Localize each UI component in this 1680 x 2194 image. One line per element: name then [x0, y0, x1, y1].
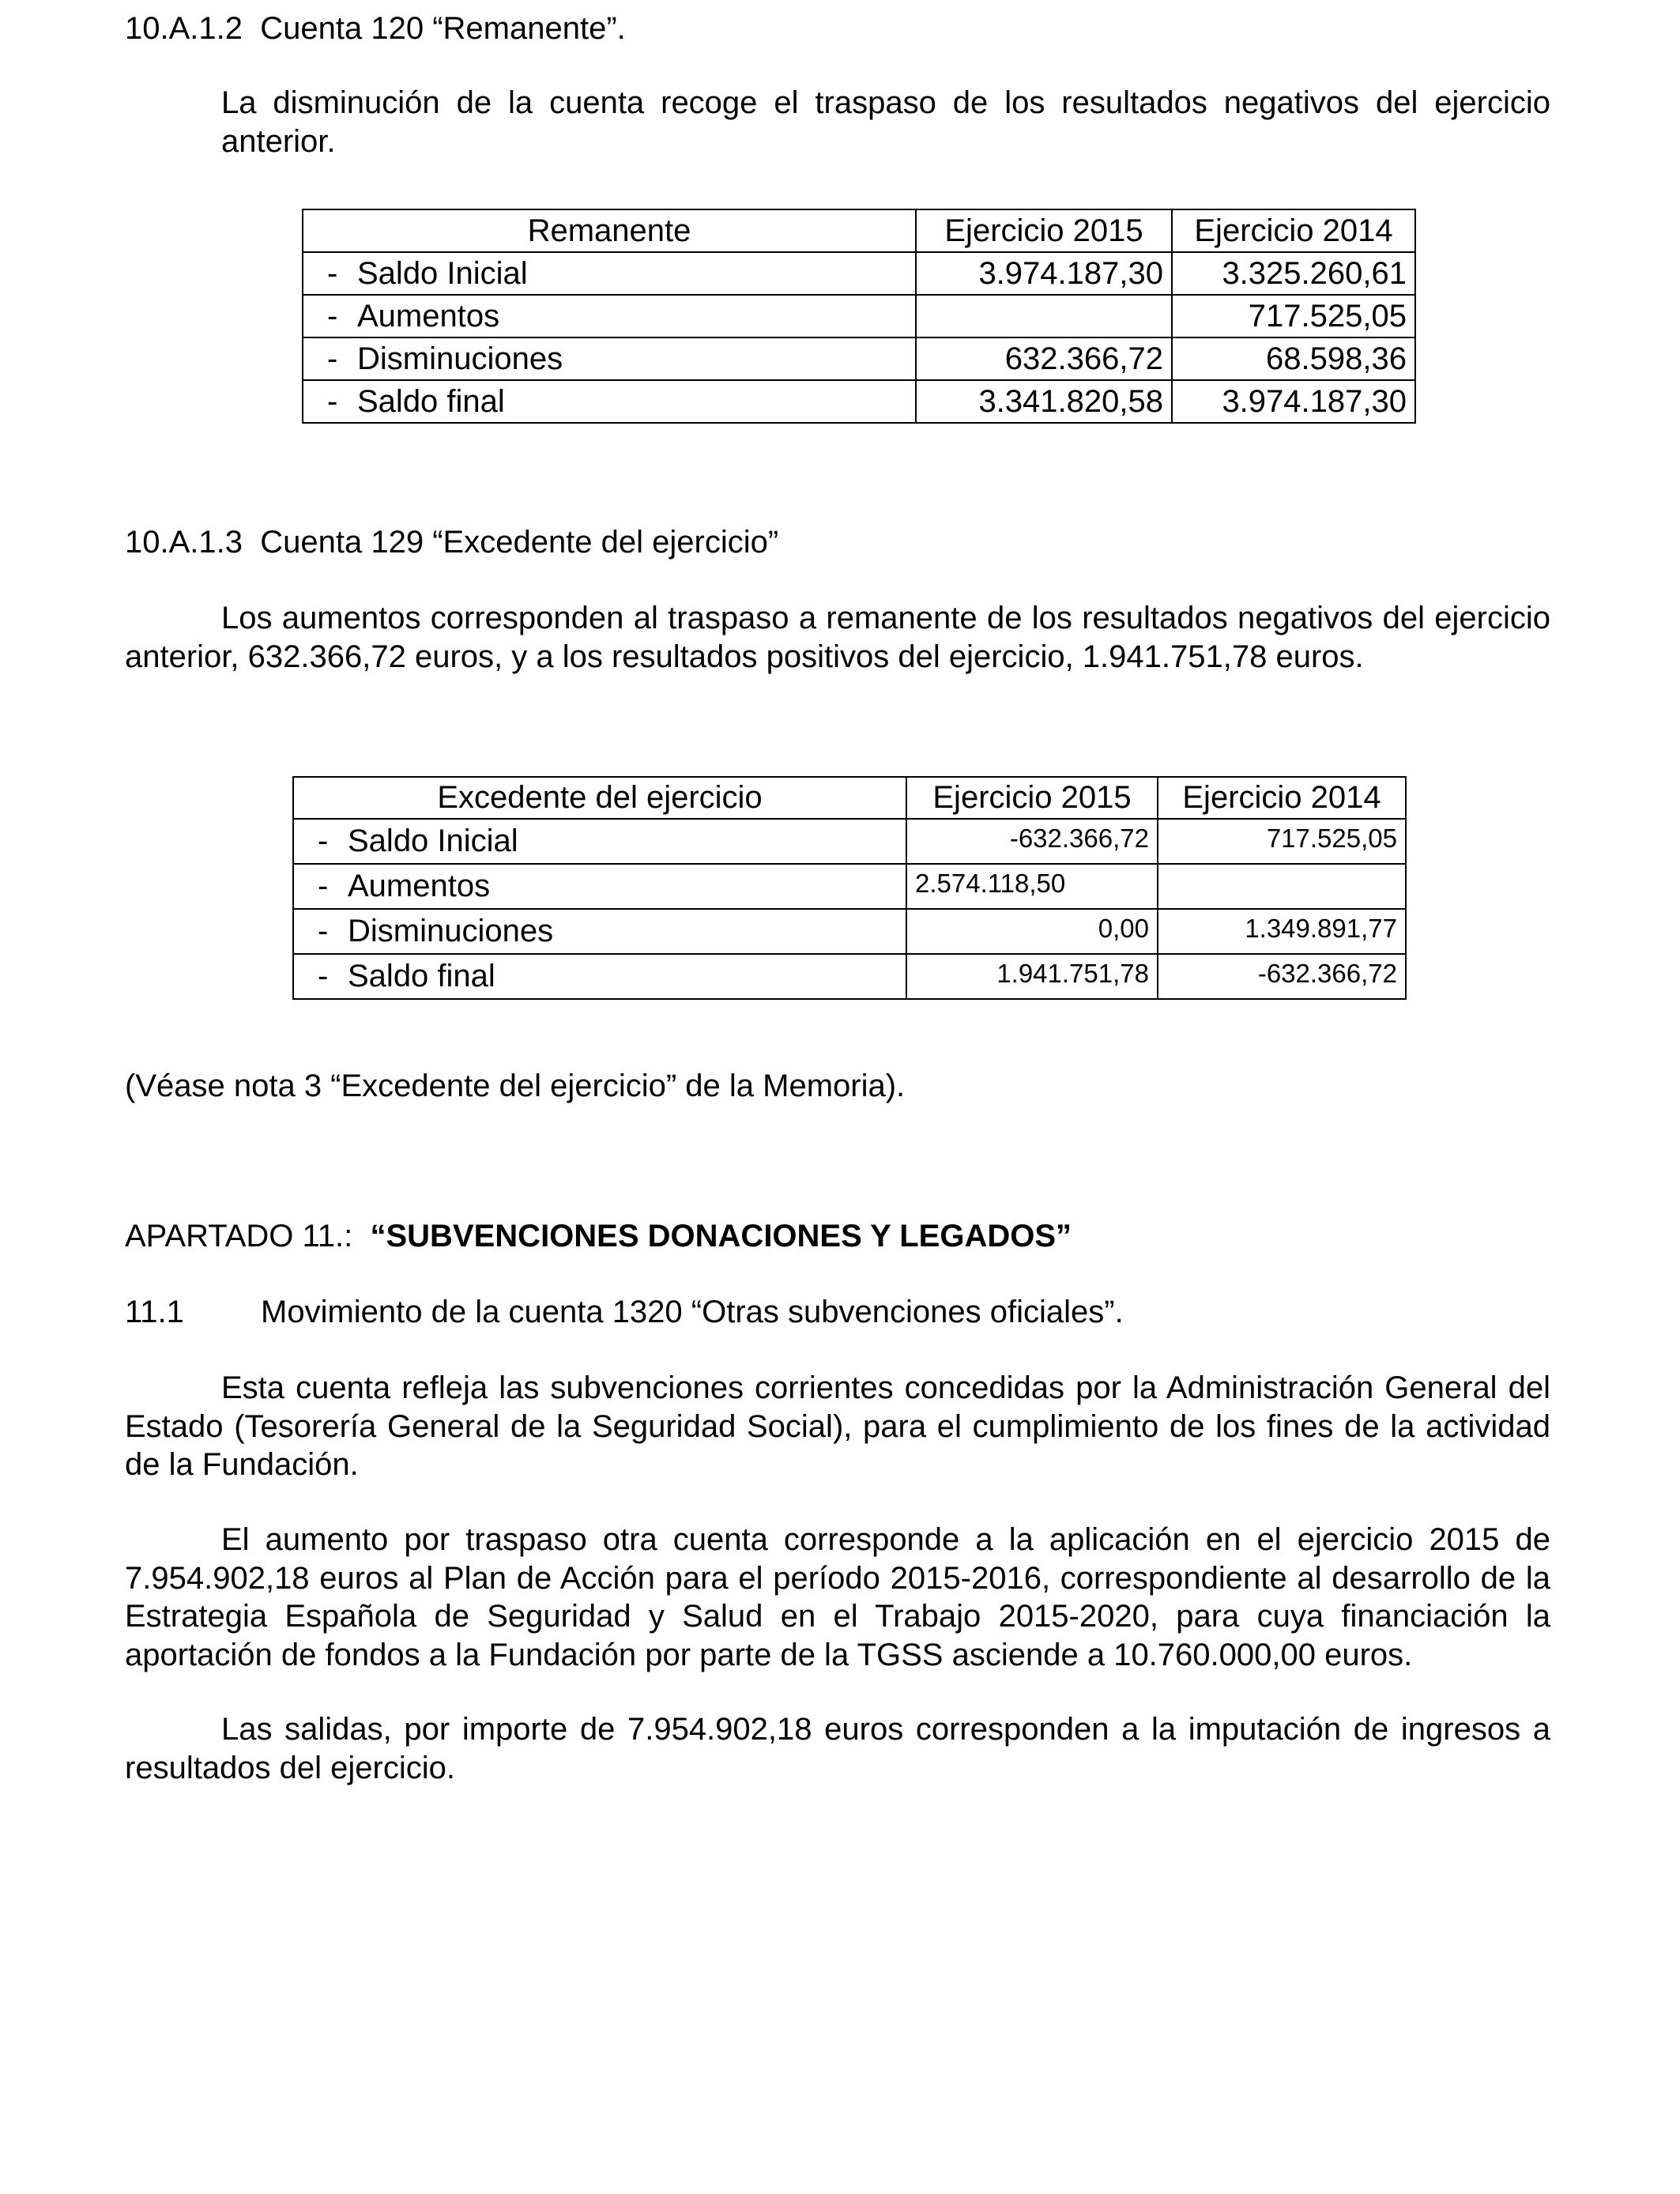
section-heading-10-a-1-3: [125, 523, 778, 561]
table-row: [303, 380, 1415, 423]
table-row: [303, 252, 1415, 295]
list-dash: -: [327, 384, 338, 419]
value-2014: 717.525,05: [1172, 295, 1415, 337]
value-2015: 0,00: [906, 909, 1158, 954]
row-label: Aumentos: [357, 299, 500, 334]
value-2014: -632.366,72: [1158, 954, 1406, 999]
paragraph-subvenciones-3: Las salidas, por importe de 7.954.902,18 euros corresponden a la imputación de ingresos a resultados del ejercicio.: [125, 1712, 1550, 1785]
apartado-prefix: APARTADO 11.:: [125, 1219, 353, 1253]
row-label: Disminuciones: [357, 341, 563, 376]
apartado-title: “SUBVENCIONES DONACIONES Y LEGADOS”: [370, 1219, 1072, 1253]
paragraph-remanente: La disminución de la cuenta recoge el traspaso de los resultados negativos del ejercicio anterior.: [221, 85, 1550, 159]
row-label-cell: [293, 954, 906, 999]
table-header-cell: Remanente: [303, 209, 916, 252]
row-label-cell: [293, 819, 906, 864]
table-header-row: [303, 209, 1415, 252]
row-label: Saldo Inicial: [357, 256, 528, 291]
value-2015: 632.366,72: [916, 337, 1172, 380]
row-label-cell: [293, 864, 906, 909]
value-2014: 3.325.260,61: [1172, 252, 1415, 295]
table-row: [293, 909, 1406, 954]
table-header-cell: Ejercicio 2014: [1172, 209, 1415, 252]
row-label: Saldo final: [348, 959, 495, 993]
list-dash: -: [327, 256, 338, 291]
table-header-cell: Excedente del ejercicio: [293, 777, 906, 819]
paragraph-subvenciones-1: Esta cuenta refleja las subvenciones corrientes concedidas por la Administración General del Estado (Tesorería General de la Seguridad Social), para el cumplimiento de los fines de la actividad de la Fundación.: [125, 1370, 1550, 1482]
table-header-cell: Ejercicio 2015: [916, 209, 1172, 252]
section-title: Cuenta 129 “Excedente del ejercicio”: [260, 525, 779, 560]
table-header-cell: Ejercicio 2014: [1158, 777, 1406, 819]
section-number: 10.A.1.2: [125, 11, 243, 46]
list-dash: -: [318, 914, 329, 948]
row-label-cell: [303, 252, 916, 295]
table-header-row: [293, 777, 1406, 819]
value-2014: 3.974.187,30: [1172, 380, 1415, 423]
row-label-cell: [293, 909, 906, 954]
row-label-cell: [303, 337, 916, 380]
memoria-note: (Véase nota 3 “Excedente del ejercicio” de la Memoria).: [125, 1069, 906, 1103]
table-row: [303, 337, 1415, 380]
section-heading-10-a-1-2: [125, 9, 626, 47]
section-title: Cuenta 120 “Remanente”.: [260, 11, 626, 46]
subsection-title-11-1: Movimiento de la cuenta 1320 “Otras subvenciones oficiales”.: [261, 1295, 1124, 1329]
row-label: Saldo final: [357, 384, 505, 419]
value-2015: 3.341.820,58: [916, 380, 1172, 423]
table-row: [293, 954, 1406, 999]
paragraph-subvenciones-2: El aumento por traspaso otra cuenta corresponde a la aplicación en el ejercicio 2015 de 7.954.902,18 euros al Plan de Acción para el período 2015-2016, correspondiente al desarrollo de la Estrategia Española de Seguridad y Salud en el Trabajo 2015-2020, para cuya financiación la aportación de fondos a la Fundación por parte de la TGSS asciende a 10.760.000,00 euros.: [125, 1522, 1550, 1672]
list-dash: -: [327, 299, 338, 334]
list-dash: -: [318, 959, 329, 993]
paragraph-excedente: Los aumentos corresponden al traspaso a remanente de los resultados negativos del ejercicio anterior, 632.366,72 euros, y a los resultados positivos del ejercicio, 1.941.751,78 euros.: [125, 601, 1550, 674]
table-header-cell: Ejercicio 2015: [906, 777, 1158, 819]
row-label: Aumentos: [348, 869, 491, 903]
row-label-cell: [303, 380, 916, 423]
value-2014: 68.598,36: [1172, 337, 1415, 380]
list-dash: -: [318, 824, 329, 858]
subsection-heading-11-1: [125, 1293, 184, 1331]
list-dash: -: [318, 869, 329, 903]
row-label: Saldo Inicial: [348, 824, 518, 858]
table-excedente: [292, 776, 1407, 1000]
table-row: [293, 864, 1406, 909]
value-2014: 717.525,05: [1158, 819, 1406, 864]
value-2014: [1158, 864, 1406, 909]
value-2015: 1.941.751,78: [906, 954, 1158, 999]
value-2014: 1.349.891,77: [1158, 909, 1406, 954]
value-2015: 2.574.118,50: [906, 864, 1158, 909]
subsection-number: 11.1: [125, 1295, 184, 1329]
table-row: [303, 295, 1415, 337]
row-label: Disminuciones: [348, 914, 554, 948]
value-2015: -632.366,72: [906, 819, 1158, 864]
list-dash: -: [327, 341, 338, 376]
table-row: [293, 819, 1406, 864]
section-number: 10.A.1.3: [125, 525, 243, 560]
row-label-cell: [303, 295, 916, 337]
table-remanente: [302, 209, 1416, 424]
value-2015: 3.974.187,30: [916, 252, 1172, 295]
value-2015: [916, 295, 1172, 337]
apartado-11-heading: [125, 1217, 1072, 1255]
